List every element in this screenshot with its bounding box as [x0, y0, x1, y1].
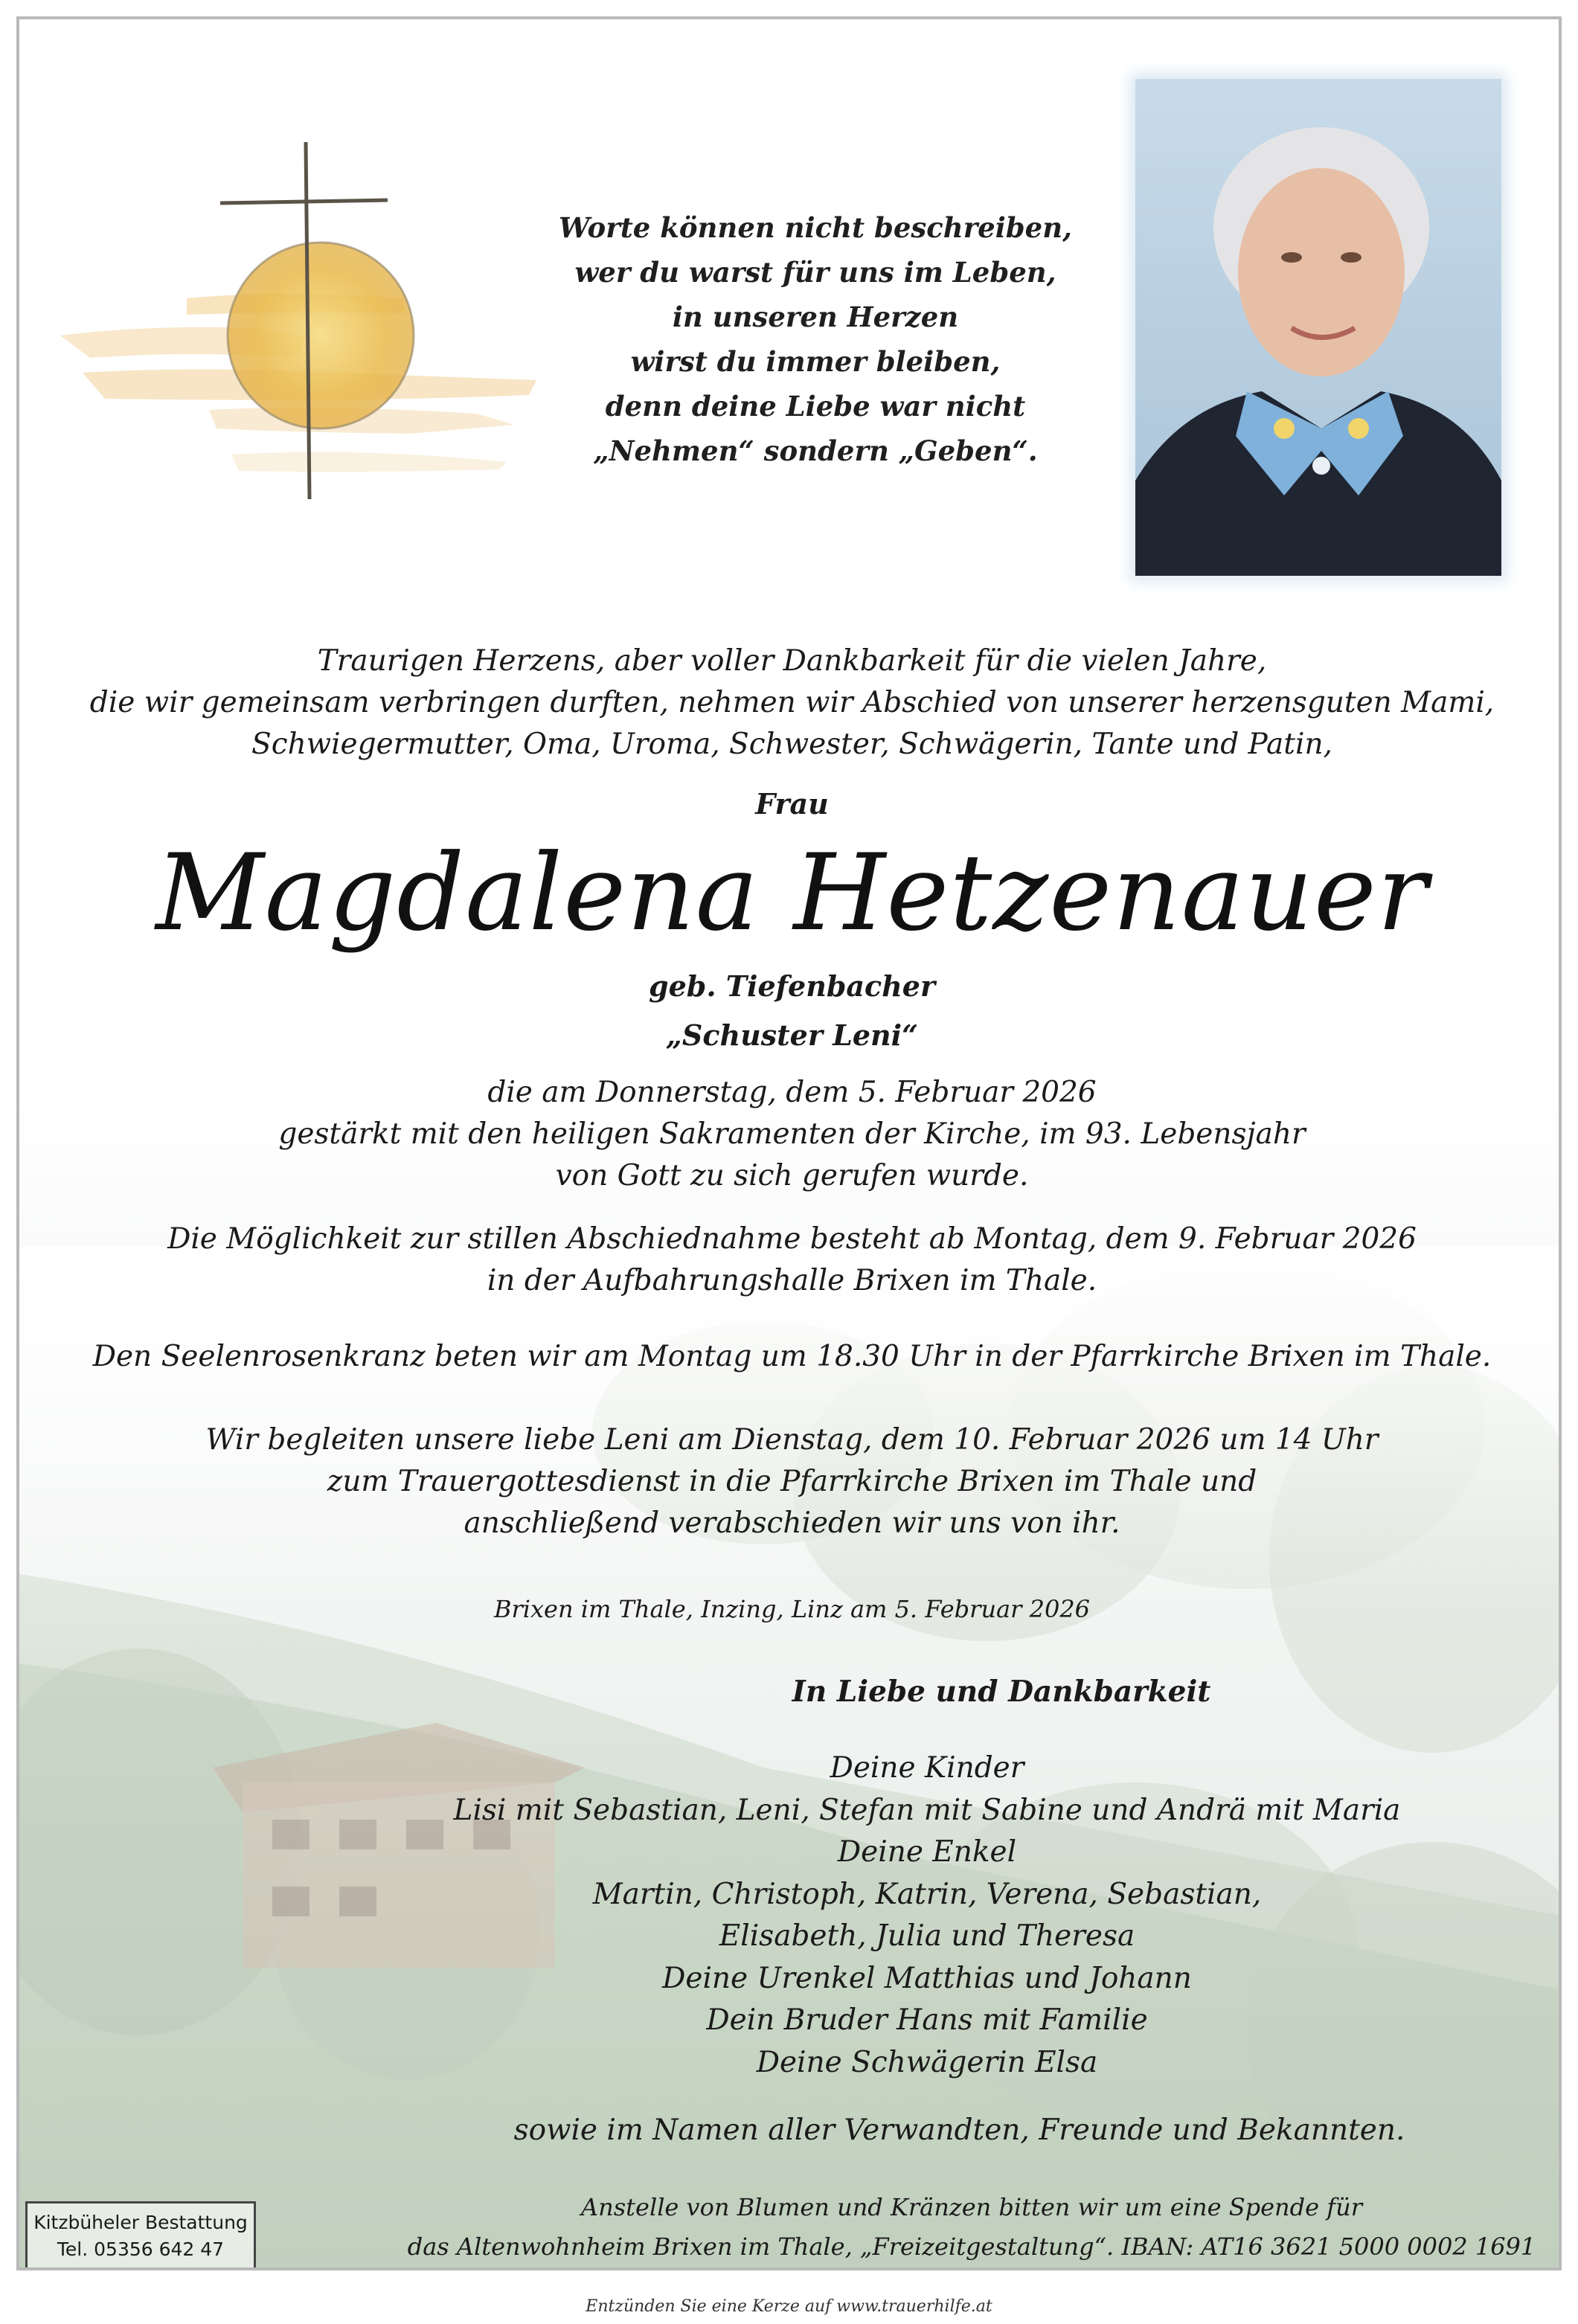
poem	[495, 205, 1135, 473]
deceased-name: Magdalena Hetzenauer	[155, 832, 1428, 954]
intro-line: Traurigen Herzens, aber voller Dankbarkeit für die vielen Jahre,	[317, 644, 1267, 678]
funeral-line: zum Trauergottesdienst in die Pfarrkirche Brixen im Thale und	[327, 1465, 1257, 1498]
poem-line: Worte können nicht beschreiben,	[559, 211, 1072, 244]
poem-line: „Nehmen“ sondern „Geben“.	[593, 434, 1038, 467]
family-line: Elisabeth, Julia und Theresa	[719, 1919, 1135, 1953]
viewing-line: in der Aufbahrungshalle Brixen im Thale.	[487, 1264, 1097, 1297]
viewing-line: Die Möglichkeit zur stillen Abschiednahme besteht ab Montag, dem 9. Februar 2026	[167, 1222, 1417, 1256]
family-line: Deine Urenkel Matthias und Johann	[662, 1961, 1192, 1995]
poem-line: wirst du immer bleiben,	[630, 345, 1001, 378]
nickname: „Schuster Leni“	[666, 1018, 918, 1052]
family-line: Lisi mit Sebastian, Leni, Stefan mit Sabine und Andrä mit Maria	[453, 1793, 1401, 1827]
funeral-line: anschließend verabschieden wir uns von ihr.	[464, 1506, 1120, 1540]
birth-info	[19, 962, 1562, 1060]
place-date: Brixen im Thale, Inzing, Linz am 5. Februar 2026	[493, 1595, 1091, 1623]
salutation: Frau	[755, 787, 829, 821]
notice-frame	[16, 16, 1562, 2270]
funeral-home-phone: Tel. 05356 642 47	[57, 2238, 225, 2260]
viewing-info	[19, 1219, 1562, 1302]
funeral-home-name: Kitzbüheler Bestattung	[33, 2212, 248, 2233]
intro-text	[19, 641, 1562, 765]
poem-line: wer du warst für uns im Leben,	[574, 256, 1056, 289]
family-line: Dein Bruder Hans mit Familie	[706, 2003, 1148, 2037]
death-notice	[19, 1072, 1562, 1197]
family-line: Deine Enkel	[837, 1835, 1017, 1869]
family-list	[436, 1747, 1418, 2084]
death-notice-line: die am Donnerstag, dem 5. Februar 2026	[487, 1076, 1097, 1109]
intro-line: Schwiegermutter, Oma, Uroma, Schwester, Schwägerin, Tante und Patin,	[251, 728, 1332, 761]
donation-request	[362, 2188, 1562, 2267]
closing-phrase: In Liebe und Dankbarkeit	[792, 1675, 1211, 1709]
poem-line: denn deine Liebe war nicht	[605, 390, 1026, 423]
footer-link-text[interactable]: Entzünden Sie eine Kerze auf www.trauerhilfe.at	[586, 2297, 992, 2316]
portrait-photo	[1135, 79, 1501, 576]
relatives-line: sowie im Namen aller Verwandten, Freunde und Bekannten.	[513, 2113, 1405, 2147]
donation-line: das Altenwohnheim Brixen im Thale, „Freizeitgestaltung“. IBAN: AT16 3621 5000 0002 1691	[407, 2232, 1536, 2261]
donation-line: Anstelle von Blumen und Kränzen bitten wir um eine Spende für	[581, 2193, 1362, 2221]
funeral-info	[19, 1419, 1562, 1544]
poem-line: in unseren Herzen	[672, 301, 959, 333]
family-line: Deine Kinder	[830, 1751, 1024, 1785]
family-line: Deine Schwägerin Elsa	[756, 2045, 1098, 2079]
birth-name: geb. Tiefenbacher	[649, 969, 935, 1003]
intro-line: die wir gemeinsam verbringen durften, nehmen wir Abschied von unserer herzensguten Mami,	[89, 686, 1495, 719]
family-line: Martin, Christoph, Katrin, Verena, Sebastian,	[592, 1877, 1262, 1911]
death-notice-line: von Gott zu sich gerufen wurde.	[555, 1159, 1029, 1193]
death-notice-line: gestärkt mit den heiligen Sakramenten der Kirche, im 93. Lebensjahr	[278, 1117, 1306, 1151]
funeral-line: Wir begleiten unsere liebe Leni am Dienstag, dem 10. Februar 2026 um 14 Uhr	[205, 1423, 1379, 1457]
funeral-home-logo	[25, 2201, 256, 2270]
rosary-info: Den Seelenrosenkranz beten wir am Montag um 18.30 Uhr in der Pfarrkirche Brixen im Thale.	[92, 1340, 1492, 1373]
cross-sun-icon	[60, 112, 566, 574]
